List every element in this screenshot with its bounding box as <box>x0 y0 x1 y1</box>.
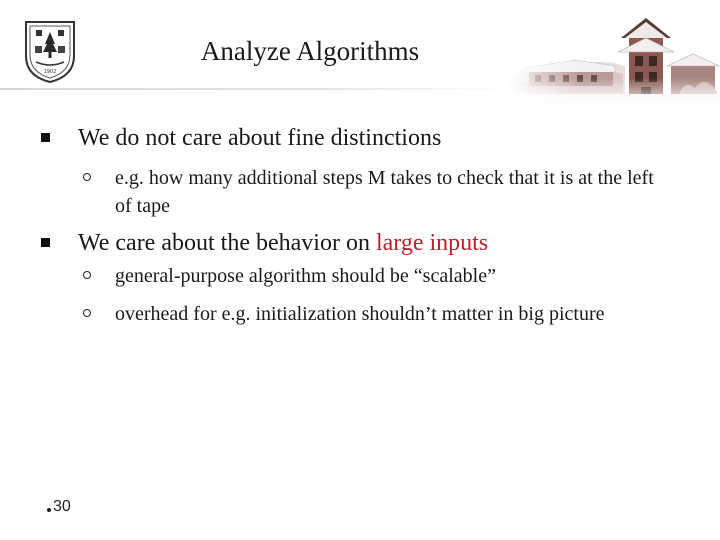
circle-bullet-icon <box>83 271 91 279</box>
sub-bullet-text: overhead for e.g. initialization shouldn’t matter in big picture <box>115 303 605 325</box>
bullet-text-prefix: We care about the behavior on <box>78 230 376 256</box>
sub-bullet-text: general-purpose algorithm should be “scalable” <box>115 265 496 287</box>
university-crest-icon <box>22 18 78 84</box>
sub-bullet-text: e.g. how many additional steps M takes to check that it is at the left of tape <box>115 167 654 217</box>
slide-title: Analyze Algorithms <box>200 36 420 66</box>
page-number: 30 <box>53 498 71 515</box>
circle-bullet-icon <box>83 309 91 317</box>
campus-building-image <box>505 8 720 108</box>
page-number-dot-icon <box>47 508 51 512</box>
bullet-text: We do not care about fine distinctions <box>78 125 442 151</box>
svg-text:1902: 1902 <box>43 69 57 75</box>
square-bullet-icon <box>41 238 50 247</box>
bullet-text <box>78 228 488 258</box>
header-divider <box>0 88 515 90</box>
circle-bullet-icon <box>83 173 91 181</box>
highlighted-phrase: large inputs <box>375 230 489 256</box>
square-bullet-icon <box>41 133 50 142</box>
